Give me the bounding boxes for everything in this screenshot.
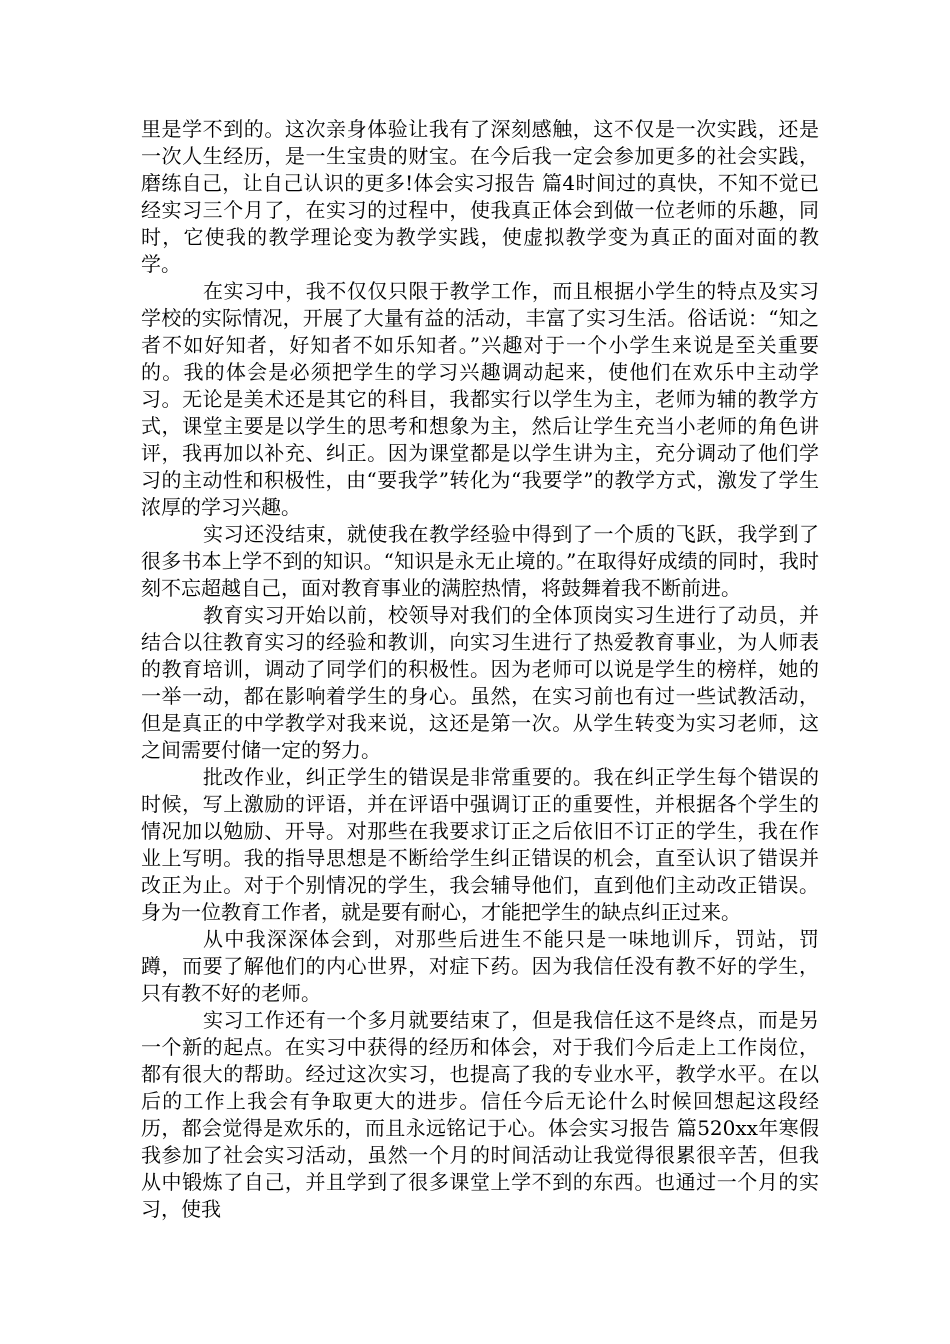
paragraph-7: 实习工作还有一个多月就要结束了，但是我信任这不是终点，而是另一个新的起点。在实习中获得的经历和体会，对于我们今后走上工作岗位，都有很大的帮助。经过这次实习，也提高了我的专业水平，教学水平。在以后的工作上我会有争取更大的进步。信任今后无论什么时候回想起这段经历，都会觉得是欢乐的，而且永远铭记于心。体会实习报告 篇520xx年寒假我参加了社会实习活动，虽然一个月的时间活动让我觉得很累很辛苦，但我从中锻炼了自己，并且学到了很多课堂上学不到的东西。也通过一个月的实习，使我 <box>141 1008 819 1221</box>
paragraph-4: 教育实习开始以前，校领导对我们的全体顶岗实习生进行了动员，并结合以往教育实习的经验和教训，向实习生进行了热爱教育事业，为人师表的教育培训，调动了同学们的积极性。因为老师可以说是学生的榜样，她的一举一动，都在影响着学生的身心。虽然，在实习前也有过一些试教活动，但是真正的中学教学对我来说，这还是第一次。从学生转变为实习老师，这之间需要付储一定的努力。 <box>141 603 819 762</box>
paragraph-1: 里是学不到的。这次亲身体验让我有了深刻感触，这不仅是一次实践，还是一次人生经历，是一生宝贵的财宝。在今后我一定会参加更多的社会实践，磨练自己，让自己认识的更多!体会实习报告 篇4时间过的真快，不知不觉已经实习三个月了，在实习的过程中，使我真正体会到做一位老师的乐趣，同时，它使我的教学理论变为教学实践，使虚拟教学变为真正的面对面的教学。 <box>141 117 819 276</box>
paragraph-5: 批改作业，纠正学生的错误是非常重要的。我在纠正学生每个错误的时候，写上激励的评语，并在评语中强调订正的重要性，并根据各个学生的情况加以勉励、开导。对那些在我要求订正之后依旧不订正的学生，我在作业上写明。我的指导思想是不断给学生纠正错误的机会，直至认识了错误并改正为止。对于个别情况的学生，我会辅导他们，直到他们主动改正错误。身为一位教育工作者，就是要有耐心，才能把学生的缺点纠正过来。 <box>141 765 819 924</box>
document-page <box>141 116 819 1223</box>
paragraph-2: 在实习中，我不仅仅只限于教学工作，而且根据小学生的特点及实习学校的实际情况，开展了大量有益的活动，丰富了实习生活。俗话说：“知之者不如好知者，好知者不如乐知者。”兴趣对于一个小学生来说是至关重要的。我的体会是必须把学生的学习兴趣调动起来，使他们在欢乐中主动学习。无论是美术还是其它的科目，我都实行以学生为主，老师为辅的教学方式，课堂主要是以学生的思考和想象为主，然后让学生充当小老师的角色讲评，我再加以补充、纠正。因为课堂都是以学生讲为主，充分调动了他们学习的主动性和积极性，由“要我学”转化为“我要学”的教学方式，激发了学生浓厚的学习兴趣。 <box>141 279 819 519</box>
paragraph-3: 实习还没结束，就使我在教学经验中得到了一个质的飞跃，我学到了很多书本上学不到的知识。“知识是永无止境的。”在取得好成绩的同时，我时刻不忘超越自己，面对教育事业的满腔热情，将鼓舞着我不断前进。 <box>141 522 819 600</box>
paragraph-6: 从中我深深体会到，对那些后进生不能只是一味地训斥，罚站，罚蹲，而要了解他们的内心世界，对症下药。因为我信任没有教不好的学生，只有教不好的老师。 <box>141 927 819 1005</box>
